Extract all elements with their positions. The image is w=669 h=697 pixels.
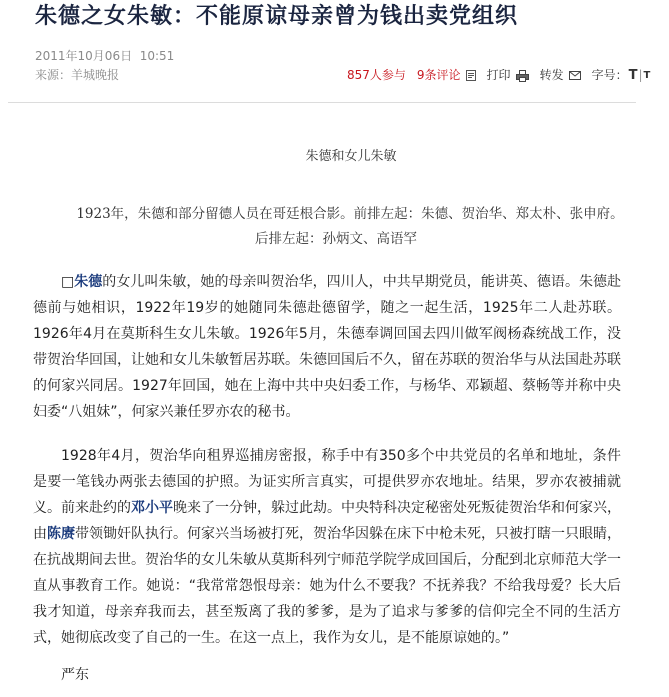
paragraph-text: 带领锄奸队执行。何家兴当场被打死，贺治华因躲在床下中枪未死，只被打瞎一只眼睛，在抗战期间去世。贺治华的女儿朱敏从莫斯科列宁师范学院学成回国后，分配到北京师范大学一直从事教育工作。她说：“我常常怨恨母亲：她为什么不要我？不抚养我？不给我母爱？长大后我才知道，母亲弃我而去，甚至叛离了我的爹爹，是为了追求与爹爹的信仰完全不同的生活方式，她彻底改变了自己的一生。在这一点上，我作为女儿，是不能原谅她的。”	[33, 526, 621, 646]
publish-datetime: 2011年10月06日 10:51	[35, 49, 175, 63]
paragraph-text: 的女儿叫朱敏，她的母亲叫贺治华，四川人，中共早期党员，能讲英、德语。朱德赴德前与她相识，1922年19岁的她随同朱德赴德留学，随之一起生活，1925年二人赴苏联。1926年4月在莫斯科生女儿朱敏。1926年5月，朱德奉调回国去四川做军阀杨森统战工作，没带贺治华回国，让她和女儿朱敏暂居苏联。朱德回国后不久，留在苏联的贺治华与从法国赴苏联的何家兴同居。1927年回国，她在上海中共中央妇委工作，与杨华、邓颖超、蔡畅等并称中央妇委“八姐妹”，何家兴兼任罗亦农的秘书。	[33, 274, 622, 420]
link-zhu-de[interactable]: 朱德	[74, 274, 103, 290]
font-size-large-button[interactable]: T	[628, 68, 638, 83]
paragraph-marker: □	[61, 274, 75, 290]
forward-button[interactable]	[540, 67, 581, 84]
printer-icon	[516, 70, 529, 82]
font-size-separator: |	[638, 68, 643, 82]
print-label: 打印	[486, 68, 511, 82]
article-title: 朱德之女朱敏：不能原谅母亲曾为钱出卖党组织	[35, 4, 519, 29]
article-paragraph	[33, 443, 621, 651]
photo-caption	[40, 202, 632, 252]
font-size-small-button[interactable]: T	[643, 70, 651, 81]
font-size-control	[592, 67, 651, 84]
forward-label: 转发	[539, 68, 564, 82]
participants-link[interactable]: 857人参与	[347, 68, 406, 82]
paragraph-text: 1928年4月，贺治华向租界巡捕房密报，称手中有350多个中共党员的名单和地址，条件是要一笔钱办两张去德国的护照。为证实所言真实，可提供罗亦农地址。结果，罗亦农被捕就义。前来赴约的	[33, 448, 621, 516]
paragraph-text: 晚来了一分钟，躲过此劫。中央特科决定秘密处死叛徒贺治华和何家兴，由	[33, 500, 621, 542]
link-chen-geng[interactable]: 陈赓	[47, 526, 75, 542]
article-author: 严东	[61, 667, 89, 683]
article-source: 来源：羊城晚报	[35, 68, 120, 82]
font-size-label: 字号：	[591, 68, 628, 82]
envelope-icon	[569, 71, 581, 80]
comment-icon[interactable]	[466, 70, 476, 81]
photo-caption-line: 1923年，朱德和部分留德人员在哥廷根合影。前排左起：朱德、贺治华、郑太朴、张申府。	[76, 206, 624, 222]
photo-caption-line: 后排左起：孙炳文、高语罕	[255, 231, 417, 247]
article-paragraph	[33, 269, 621, 425]
header-divider	[8, 102, 636, 103]
print-button[interactable]	[487, 67, 529, 84]
photo-caption-title: 朱德和女儿朱敏	[305, 149, 397, 164]
link-deng-xiaoping[interactable]: 邓小平	[131, 500, 173, 516]
comments-link[interactable]: 9条评论	[416, 68, 461, 82]
article-toolbar	[347, 67, 650, 84]
